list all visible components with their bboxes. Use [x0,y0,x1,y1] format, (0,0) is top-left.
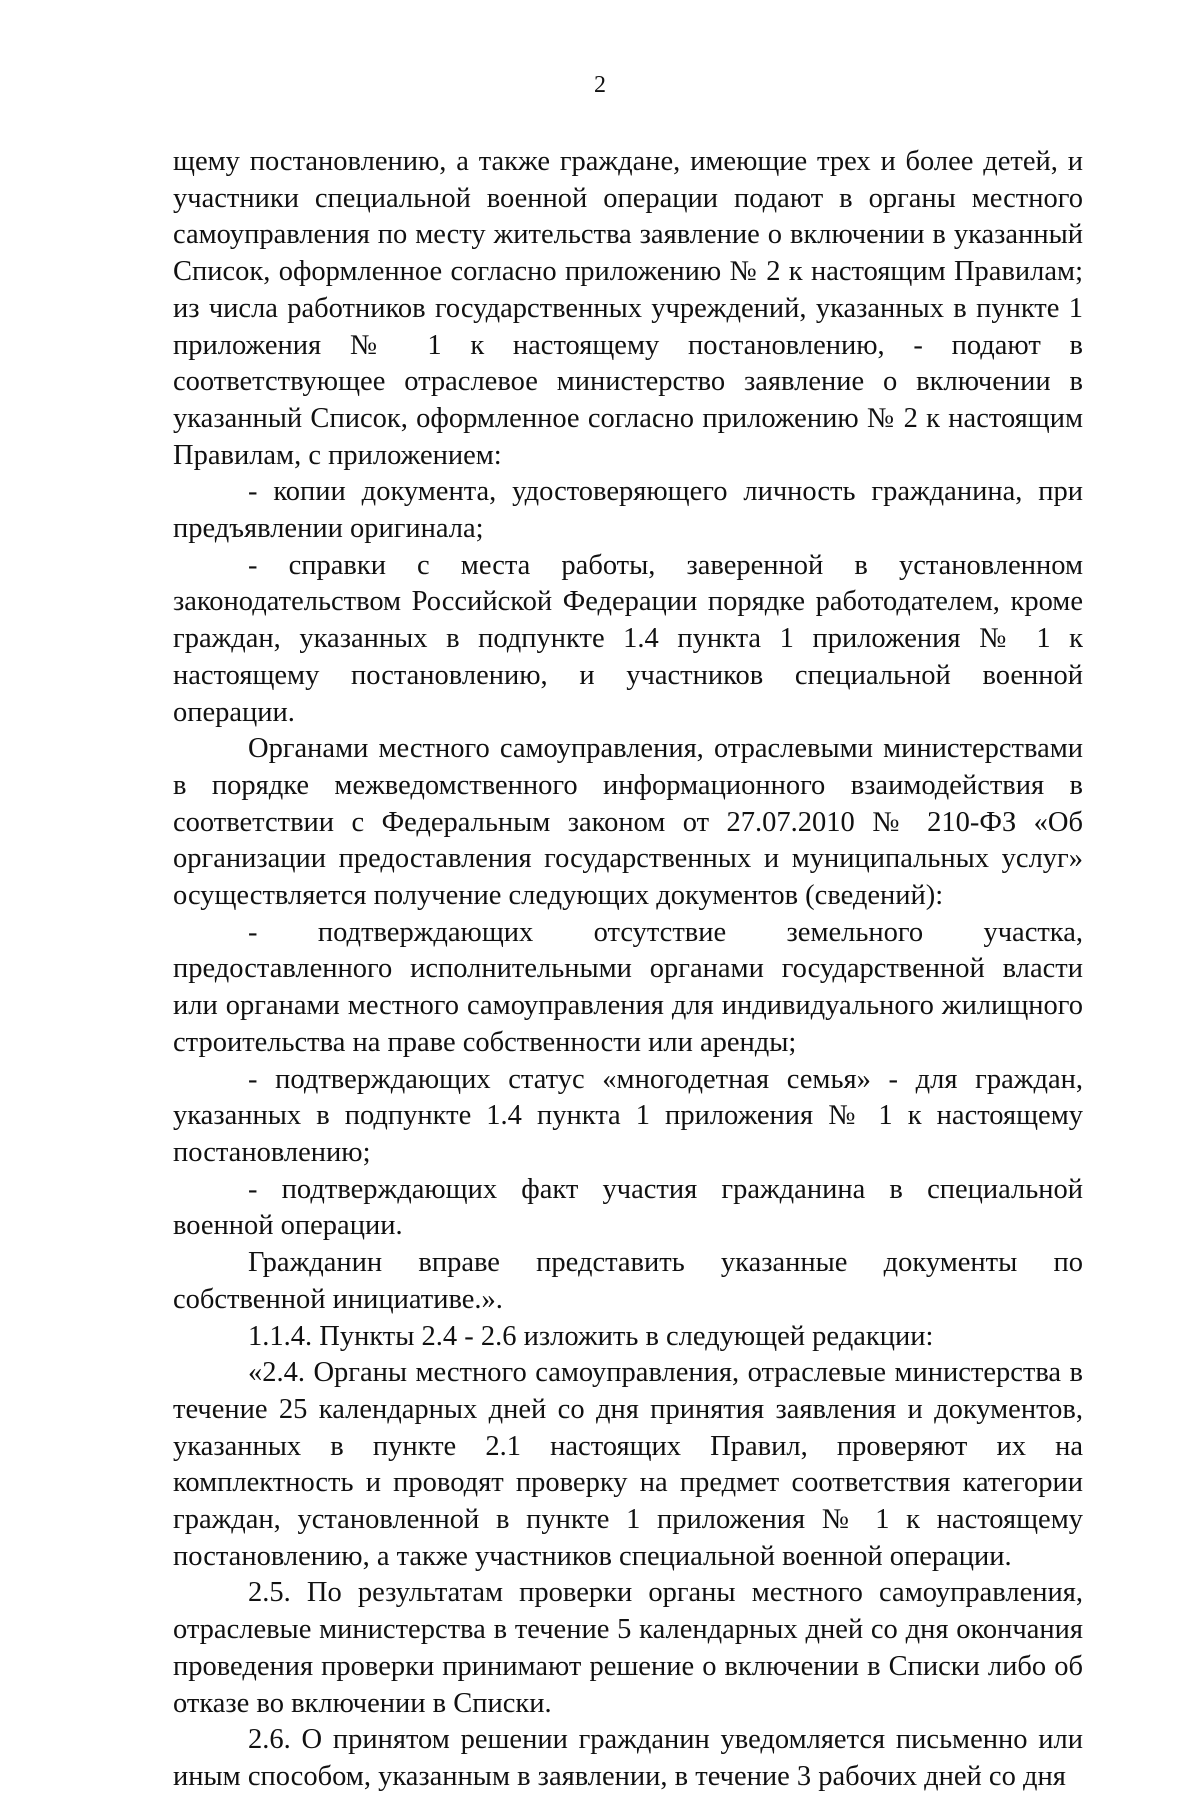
paragraph: 2.6. О принятом решении гражданин уведомляется письменно или иным способом, указанным в заявлении, в течение 3 рабочих дней со дня [173,1724,1083,1792]
paragraph: - подтверждающих отсутствие земельного участка, предоставленного исполнительными органами государственной власти или органами местного самоуправления для индивидуального жилищного строительства на праве собственности или аренды; [173,916,1083,1058]
paragraph: Органами местного самоуправления, отраслевыми министерствами в порядке межведомственного информационного взаимодействия в соответствии с Федеральным законом от 27.07.2010 № 210-ФЗ «Об организации предоставления государственных и муниципальных услуг» осуществляется получение следующих документов (сведений): [173,733,1083,912]
document-body [173,144,1083,1796]
paragraph: «2.4. Органы местного самоуправления, отраслевые министерства в течение 25 календарных дней со дня принятия заявления и документов, указанных в пункте 2.1 настоящих Правил, проверяют их на комплектность и проводят проверку на предмет соответствия категории граждан, установленной в пункте 1 приложения № 1 к настоящему постановлению, а также участников специальной военной операции. [173,1357,1083,1572]
paragraph: - копии документа, удостоверяющего личность гражданина, при предъявлении оригинала; [173,476,1083,545]
paragraph: - подтверждающих факт участия гражданина в специальной военной операции. [173,1173,1083,1242]
page-number: 2 [594,72,606,98]
paragraph: Гражданин вправе представить указанные документы по собственной инициативе.». [173,1247,1083,1315]
paragraph: щему постановлению, а также граждане, имеющие трех и более детей, и участники специальной военной операции подают в органы местного самоуправления по месту жительства заявление о включении в указанный Список, оформленное согласно приложению № 2 к настоящим Правилам; из числа работников государственных учреждений, указанных в пункте 1 приложения № 1 к настоящему постановлению, - подают в соответствующее отраслевое министерство заявление о включении в указанный Список, оформленное согласно приложению № 2 к настоящим Правилам, с приложением: [173,146,1083,471]
paragraph: 2.5. По результатам проверки органы местного самоуправления, отраслевые министерства в течение 5 календарных дней со дня окончания проведения проверки принимают решение о включении в Списки либо об отказе во включении в Списки. [173,1577,1083,1719]
paragraph: - подтверждающих статус «многодетная семья» - для граждан, указанных в подпункте 1.4 пункта 1 приложения № 1 к настоящему постановлению; [173,1063,1083,1168]
paragraph: 1.1.4. Пункты 2.4 - 2.6 изложить в следующей редакции: [248,1320,934,1352]
paragraph: - справки с места работы, заверенной в установленном законодательством Российской Федерации порядке работодателем, кроме граждан, указанных в подпункте 1.4 пункта 1 приложения № 1 к настоящему постановлению, и участников специальной военной операции. [173,549,1083,728]
